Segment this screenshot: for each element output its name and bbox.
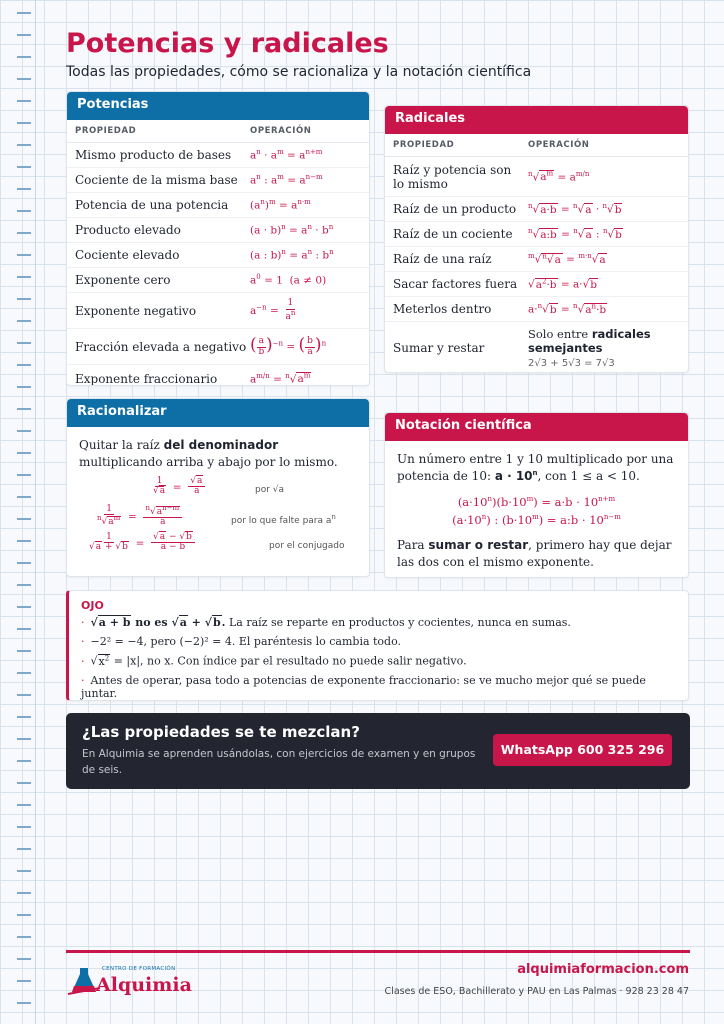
table-row bbox=[67, 365, 369, 386]
alquimia-logo bbox=[66, 964, 192, 1000]
row-prop: Raíz de una raíz bbox=[393, 252, 492, 266]
row-prop: Raíz y potencia son lo mismo bbox=[393, 162, 512, 191]
row-prop: Meterlos dentro bbox=[393, 302, 492, 316]
col-propiedad: PROPIEDAD bbox=[393, 140, 455, 150]
table-row bbox=[67, 293, 369, 329]
notebook-binding bbox=[0, 0, 36, 1024]
list-item bbox=[81, 654, 676, 668]
bullet-dot: · bbox=[81, 635, 85, 648]
row-prop: Sacar factores fuera bbox=[393, 277, 518, 291]
table-row bbox=[67, 218, 369, 243]
row-prop: Potencia de una potencia bbox=[75, 198, 229, 212]
formula-3: $\frac{1}{√a + √b}$ = $\frac{√a - √b}{a - b}$ bbox=[89, 533, 195, 554]
intro-bold: del denominador bbox=[163, 438, 279, 452]
ojo-text-1: La raíz se reparte en productos y cocientes, nunca en sumas. bbox=[225, 616, 571, 629]
row-op: $^m$√$^n$√a = $^{m\cdot n}$√a bbox=[528, 252, 606, 266]
logo-name: Alquimia bbox=[96, 974, 192, 996]
table-row bbox=[385, 297, 688, 322]
ojo-formula-3: $√x^2$ bbox=[90, 654, 110, 668]
radicales-heading: Radicales bbox=[385, 106, 688, 134]
note-2-text: por lo que falte para a bbox=[231, 515, 332, 526]
table-row bbox=[385, 197, 688, 222]
table-row bbox=[385, 222, 688, 247]
bullet-dot: · bbox=[81, 654, 85, 668]
ojo-list bbox=[69, 616, 688, 700]
footer-tagline: Clases de ESO, Bachillerato y PAU en Las Palmas · 928 23 28 47 bbox=[384, 986, 689, 997]
cta-banner bbox=[66, 713, 690, 789]
row-op: $^n√a^m = a^{m/n}$ bbox=[528, 169, 590, 184]
potencias-heading: Potencias bbox=[67, 92, 369, 120]
note-3: por el conjugado bbox=[269, 540, 345, 551]
potencias-column-headers bbox=[67, 120, 369, 143]
row-op: $^n$√a·b = $^n$√a · $^n$√b bbox=[528, 202, 622, 216]
notacion-outro bbox=[385, 529, 688, 571]
ojo-card bbox=[66, 590, 689, 701]
intro-text-2: , con 1 ≤ a < 10. bbox=[537, 468, 640, 483]
page-subtitle: Todas las propiedades, cómo se racionaliza y la notación científica bbox=[66, 64, 532, 80]
row-op: ( $\frac{a}{b}$ )$^{-n}$ = ( $\frac{b}{a}$ )$^n$ bbox=[250, 335, 327, 357]
table-row bbox=[67, 143, 369, 168]
note-1: por √a bbox=[255, 484, 285, 495]
row-op: $(a^n)^m = a^{n\cdot m}$ bbox=[250, 198, 311, 212]
note-2-sup: n bbox=[331, 512, 336, 521]
row-prop: Exponente negativo bbox=[75, 303, 197, 318]
notacion-formulas bbox=[385, 493, 688, 530]
footer-divider bbox=[66, 950, 690, 953]
intro-bold-sup: n bbox=[532, 468, 538, 477]
intro-text: Un número entre 1 y 10 multiplicado por una potencia de 10: bbox=[397, 452, 674, 483]
row-prop: Raíz de un cociente bbox=[393, 227, 513, 241]
row-prop: Cociente de la misma base bbox=[75, 173, 238, 187]
sum-note-bold: radicales semejantes bbox=[528, 327, 651, 355]
racionalizar-heading: Racionalizar bbox=[67, 399, 369, 427]
row-op: $^n$√a:b = $^n$√a : $^n$√b bbox=[528, 227, 622, 241]
bullet-dot: · bbox=[81, 616, 85, 629]
row-prop: Exponente cero bbox=[75, 273, 171, 287]
intro-text: Quitar la raíz bbox=[79, 438, 164, 452]
intro-bold-text: a · 10 bbox=[494, 468, 533, 483]
potencias-rows bbox=[67, 143, 369, 386]
list-item bbox=[81, 674, 676, 700]
row-op: $√a^2\cdot b = a\cdot√b$ bbox=[528, 277, 597, 291]
formula-quotient: $(a\cdot 10^n)$ : $(b\cdot 10^m)$ = a:b · $10^{n-m}$ bbox=[452, 512, 621, 527]
outro-bold: sumar o restar bbox=[428, 538, 529, 553]
row-prop: Exponente fraccionario bbox=[75, 371, 218, 386]
table-row bbox=[67, 243, 369, 268]
col-propiedad: PROPIEDAD bbox=[75, 126, 137, 136]
table-row bbox=[385, 157, 688, 197]
row-prop: Sumar y restar bbox=[393, 341, 485, 355]
note-2 bbox=[231, 513, 336, 526]
page-title: Potencias y radicales bbox=[66, 28, 389, 59]
row-prop: Mismo producto de bases bbox=[75, 148, 232, 162]
bullet-dot: · bbox=[81, 673, 85, 687]
formula-product: $(a\cdot 10^n)(b\cdot 10^m) = a\cdot b \cdot 10^{n+m}$ bbox=[457, 494, 616, 509]
ojo-text-2: −2² = −4, pero (−2)² = 4. El paréntesis lo cambia todo. bbox=[90, 635, 402, 648]
row-op: $a^{-n}$ = $\frac{1}{a^n}$ bbox=[250, 297, 296, 322]
racionalizar-card bbox=[66, 398, 370, 577]
col-operacion: OPERACIÓN bbox=[250, 126, 312, 136]
row-prop: Raíz de un producto bbox=[393, 202, 517, 216]
sum-example: 2√3 + 5√3 = 7√3 bbox=[528, 358, 615, 369]
formula-2: $\frac{1}{^n√a^m}$ = $\frac{^n√a^{n-m}}{a}$ bbox=[97, 505, 182, 529]
table-row bbox=[67, 329, 369, 365]
row-op: $a^n \cdot a^m = a^{n+m}$ bbox=[250, 148, 323, 162]
row-op bbox=[528, 327, 680, 369]
row-prop: Fracción elevada a negativo bbox=[75, 339, 247, 354]
ojo-text-4: Antes de operar, pasa todo a potencias de exponente fraccionario: se ve mucho mejor qué se puede juntar. bbox=[81, 673, 646, 700]
list-item bbox=[81, 635, 676, 648]
row-op: $a^{m/n} = ^n√a^m$ bbox=[250, 371, 311, 386]
racionalizar-intro bbox=[67, 427, 369, 471]
notacion-heading: Notación científica bbox=[385, 413, 688, 441]
outro-text-2: , primero hay que dejar las dos con el mismo exponente. bbox=[397, 538, 672, 570]
table-row bbox=[385, 247, 688, 272]
table-row bbox=[385, 322, 688, 373]
row-op: $a^0 = 1$ (a ≠ 0) bbox=[250, 273, 327, 287]
potencias-card bbox=[66, 91, 370, 386]
row-op: $a^n$ : $a^m = a^{n-m}$ bbox=[250, 173, 323, 187]
ojo-heading: OJO bbox=[81, 599, 104, 612]
ojo-text-3: = |x|, no x. Con índice par el resultado no puede salir negativo. bbox=[110, 654, 467, 668]
cta-text: En Alquimia se aprenden usándolas, con ejercicios de examen y en grupos de seis. bbox=[82, 748, 476, 776]
notacion-intro bbox=[385, 441, 688, 485]
ojo-formula-1: √a + b no es √a + √b. bbox=[90, 616, 226, 629]
row-prop: Cociente elevado bbox=[75, 248, 180, 262]
row-op: $(a \cdot b)^n = a^n \cdot b^n$ bbox=[250, 223, 334, 237]
intro-text-2: multiplicando arriba y abajo por lo mismo. bbox=[79, 454, 338, 469]
footer-website[interactable]: alquimiaformacion.com bbox=[517, 962, 689, 977]
notacion-card bbox=[384, 412, 689, 578]
table-row bbox=[67, 168, 369, 193]
row-op: $a\cdot^n√b = ^n√a^n\cdot b$ bbox=[528, 302, 607, 316]
col-operacion: OPERACIÓN bbox=[528, 140, 590, 150]
table-row bbox=[67, 193, 369, 218]
table-row bbox=[67, 268, 369, 293]
cta-title: ¿Las propiedades se te mezclan? bbox=[82, 723, 360, 741]
whatsapp-button[interactable]: WhatsApp 600 325 296 bbox=[493, 734, 672, 766]
outro-text: Para bbox=[397, 538, 429, 553]
formula-1: $\frac{1}{√a}$ = $\frac{√a}{a}$ bbox=[153, 477, 205, 498]
table-row bbox=[385, 272, 688, 297]
row-op: (a : $b)^n = a^n$ : $b^n$ bbox=[250, 248, 334, 262]
radicales-column-headers bbox=[385, 134, 688, 157]
radicales-card bbox=[384, 105, 689, 373]
intro-bold bbox=[495, 469, 538, 483]
row-prop: Producto elevado bbox=[75, 223, 181, 237]
logo-subtitle: CENTRO DE FORMACIÓN bbox=[102, 966, 176, 972]
sum-note: Solo entre bbox=[528, 327, 592, 341]
list-item bbox=[81, 616, 676, 629]
racionalizar-formulas bbox=[67, 477, 369, 567]
